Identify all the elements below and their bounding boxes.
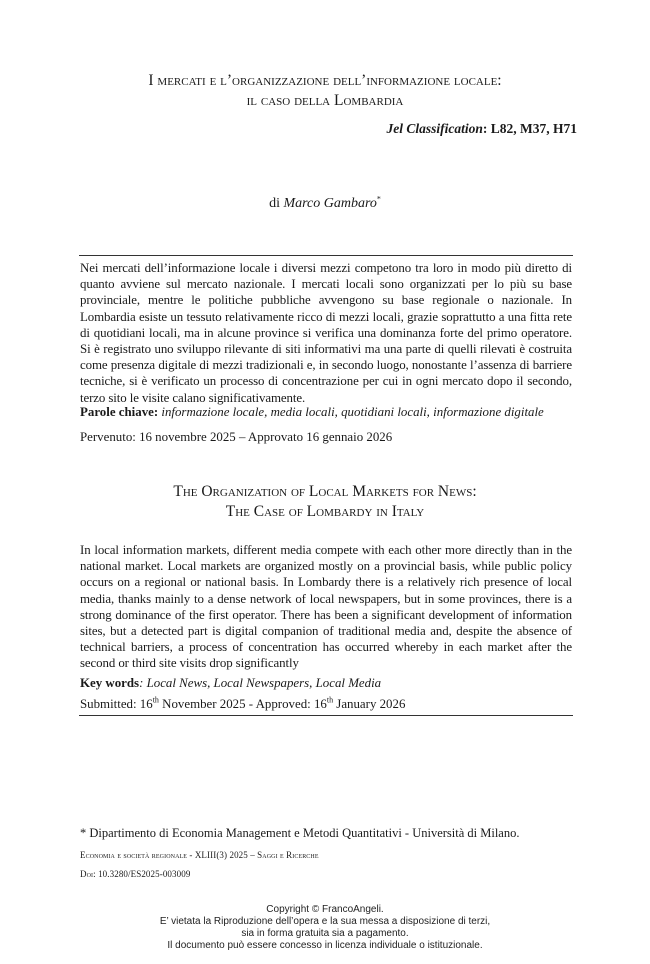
doi-line: Doi: 10.3280/ES2025-003009 xyxy=(80,869,191,879)
author-name: Marco Gambaro xyxy=(283,196,377,211)
keywords-italian-label: Parole chiave: xyxy=(80,405,159,419)
author-line xyxy=(0,196,650,212)
divider-top xyxy=(79,255,573,256)
jel-classification xyxy=(386,121,577,137)
affiliation-footnote: * Dipartimento di Economia Management e Metodi Quantitativi - Università di Milano. xyxy=(80,826,520,840)
copyright-notice xyxy=(0,904,650,952)
dates-english-sup1: th xyxy=(152,695,159,705)
jel-codes: : L82, M37, H71 xyxy=(482,121,577,136)
dates-english-sup2: th xyxy=(326,695,334,705)
keywords-english-value: : Local News, Local Newspapers, Local Media xyxy=(139,676,382,690)
abstract-italian: Nei mercati dell’informazione locale i diversi mezzi competono tra loro in modo più diretto di quanto avviene sul mercato nazionale. I mercati locali sono organizzati per lo più su base provinciale, mentre le politiche pubbliche avvengono su base regionale o nazionale. In Lombardia esiste un tessuto relativamente ricco di mezzi locali, grazie soprattutto a una fitta rete di quotidiani locali, ma in alcune province si verifica una dominanza forte del primo operatore. Si è registrato uno sviluppo rilevante di siti informativi ma una parte di quelli rilevati è costruita come presenza digitale di mezzi tradizionali e, in secondo luogo, nonostante l’assenza di barriere tecniche, si è verificato un processo di concentrazione per cui in ogni mercato dopo il secondo, terzo sito le visite calano significativamente. xyxy=(80,261,572,405)
keywords-english-label: Key words xyxy=(80,676,140,690)
author-footnote-mark: * xyxy=(376,194,381,204)
dates-italian: Pervenuto: 16 novembre 2025 – Approvato 16 gennaio 2026 xyxy=(80,430,393,444)
copyright-line3: sia in forma gratuita sia a pagamento. xyxy=(241,928,409,939)
keywords-italian xyxy=(80,404,580,420)
abstract-english: In local information markets, different media compete with each other more directly than in the national market. Local markets are organized mostly on a provincial basis, while public policy occurs on a regional or national basis. In Lombardy there is a relatively rich presence of local media, thanks mainly to a dense network of local newspapers, but in some provinces, there is a strong dominance of the first operator. There has been a significant development of information sites, but a detected part is digital companion of traditional media and, despite the absence of technical barriers, a process of concentration has occurred whereby in each market after the second or third site visits drop significantly xyxy=(80,543,572,671)
keywords-italian-value: informazione locale, media locali, quotidiani locali, informazione digitale xyxy=(158,405,544,419)
dates-english xyxy=(80,697,580,712)
title-italian xyxy=(60,71,590,111)
divider-bottom xyxy=(79,715,573,716)
title-english-line1: The Organization of Local Markets for News: xyxy=(173,483,477,500)
dates-english-part1: Submitted: 16 xyxy=(80,697,153,711)
journal-line: Economia e società regionale - XLIII(3) 2025 – Saggi e Ricerche xyxy=(80,850,319,860)
copyright-line2: E’ vietata la Riproduzione dell’opera e la sua messa a disposizione di terzi, xyxy=(159,916,491,927)
keywords-english xyxy=(80,675,580,691)
dates-english-part3: January 2026 xyxy=(333,697,406,711)
title-italian-line2: il caso della Lombardia xyxy=(246,92,404,109)
copyright-line4: Il documento può essere concesso in licenza individuale o istituzionale. xyxy=(167,940,483,951)
copyright-line1: Copyright © FrancoAngeli. xyxy=(266,904,384,915)
title-english xyxy=(60,482,590,522)
jel-label: Jel Classification xyxy=(386,121,483,136)
dates-english-part2: November 2025 - Approved: 16 xyxy=(158,697,327,711)
author-prefix: di xyxy=(269,196,284,211)
title-italian-line1: I mercati e l’organizzazione dell’informazione locale: xyxy=(148,72,502,89)
title-english-line2: The Case of Lombardy in Italy xyxy=(225,503,425,520)
